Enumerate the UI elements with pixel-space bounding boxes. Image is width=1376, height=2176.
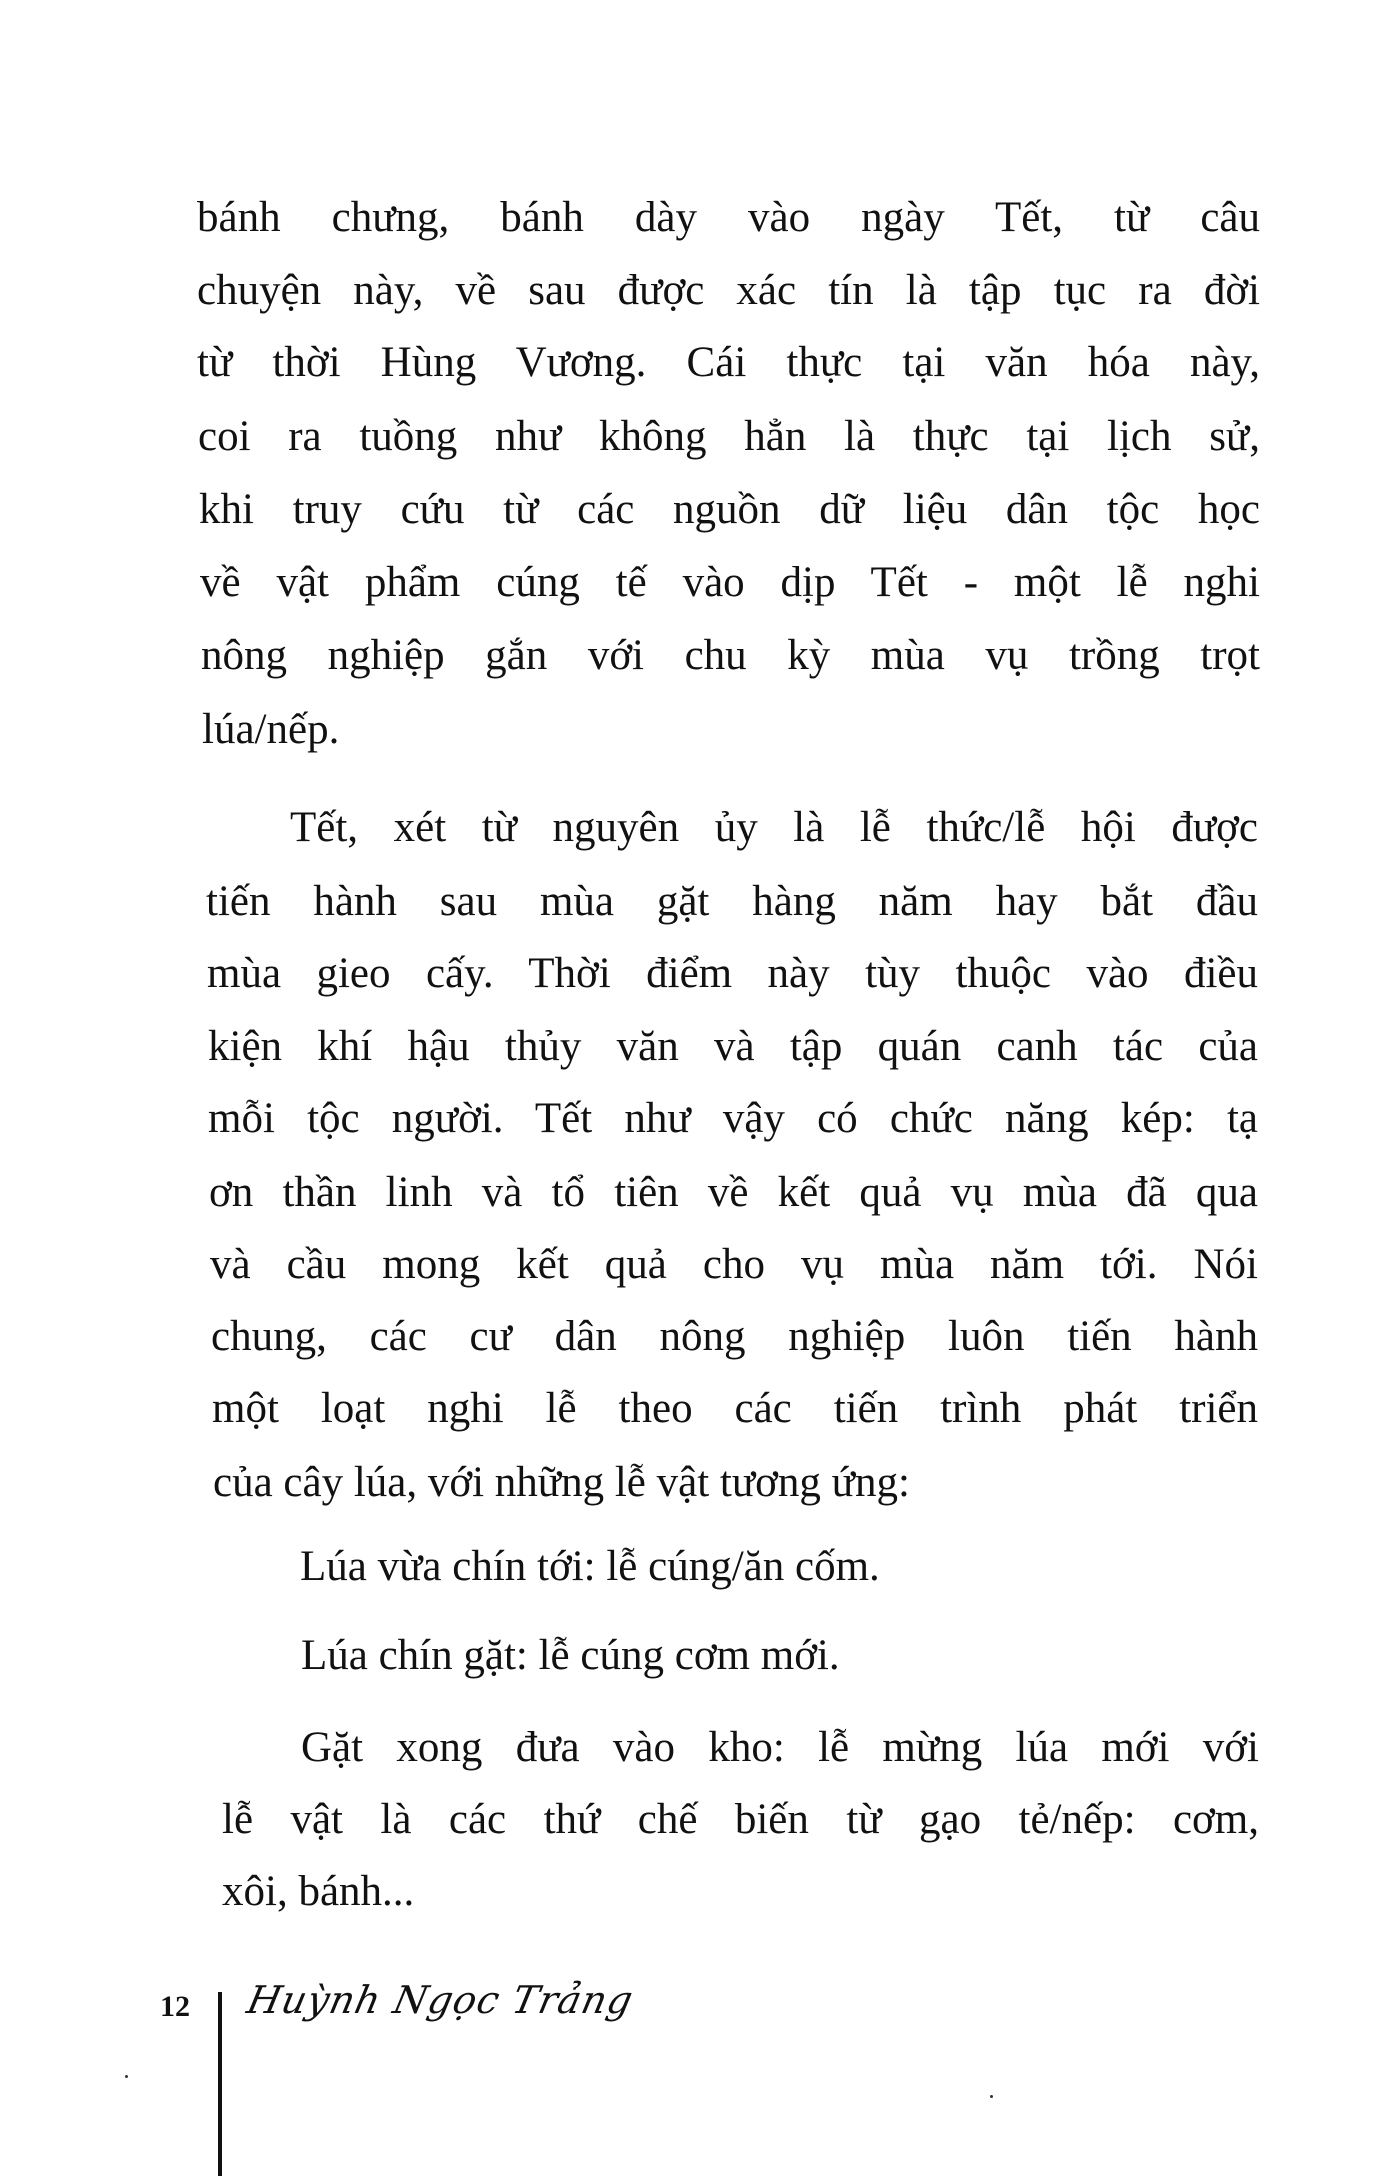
p1-line-5: khi truy cứu từ các nguồn dữ liệu dân tộc học — [199, 486, 1260, 533]
p2-line-6: ơn thần linh và tổ tiên về kết quả vụ mùa đã qua — [209, 1169, 1258, 1216]
scan-speck — [990, 2095, 993, 2098]
p2-line-7: và cầu mong kết quả cho vụ mùa năm tới. Nói — [210, 1241, 1258, 1288]
p2-line-10: của cây lúa, với những lễ vật tương ứng: — [213, 1459, 910, 1506]
p1-line-1: bánh chưng, bánh dày vào ngày Tết, từ câu — [197, 194, 1260, 241]
p2-line-5: mỗi tộc người. Tết như vậy có chức năng kép: tạ — [208, 1095, 1258, 1142]
p4-line-1: Lúa chín gặt: lễ cúng cơm mới. — [301, 1632, 840, 1679]
p1-line-4: coi ra tuồng như không hẳn là thực tại lịch sử, — [198, 413, 1260, 460]
p1-line-3: từ thời Hùng Vương. Cái thực tại văn hóa này, — [197, 339, 1260, 386]
p5-line-1: Gặt xong đưa vào kho: lễ mừng lúa mới với — [301, 1724, 1259, 1771]
p1-line-2: chuyện này, về sau được xác tín là tập tục ra đời — [197, 267, 1260, 314]
p2-line-3: mùa gieo cấy. Thời điểm này tùy thuộc vào điều — [207, 950, 1258, 997]
p5-line-2: lễ vật là các thứ chế biến từ gạo tẻ/nếp: cơm, — [222, 1796, 1259, 1843]
p2-line-8: chung, các cư dân nông nghiệp luôn tiến hành — [211, 1313, 1258, 1360]
p3-line-1: Lúa vừa chín tới: lễ cúng/ăn cốm. — [300, 1543, 880, 1590]
footer-divider — [218, 1992, 222, 2176]
p2-line-2: tiến hành sau mùa gặt hàng năm hay bắt đầu — [206, 878, 1258, 925]
p1-line-7: nông nghiệp gắn với chu kỳ mùa vụ trồng trọt — [201, 632, 1260, 679]
page-number: 12 — [160, 1990, 190, 2023]
p5-line-3: xôi, bánh... — [222, 1868, 415, 1915]
scan-speck — [125, 2075, 128, 2078]
p1-line-6: về vật phẩm cúng tế vào dịp Tết - một lễ nghi — [200, 559, 1260, 606]
author-signature: Huỳnh Ngọc Trảng — [243, 1978, 638, 2022]
p2-line-4: kiện khí hậu thủy văn và tập quán canh tác của — [208, 1023, 1258, 1070]
p1-line-8: lúa/nếp. — [202, 706, 340, 753]
p2-line-1: Tết, xét từ nguyên ủy là lễ thức/lễ hội được — [290, 804, 1258, 851]
p2-line-9: một loạt nghi lễ theo các tiến trình phát triển — [212, 1385, 1258, 1432]
